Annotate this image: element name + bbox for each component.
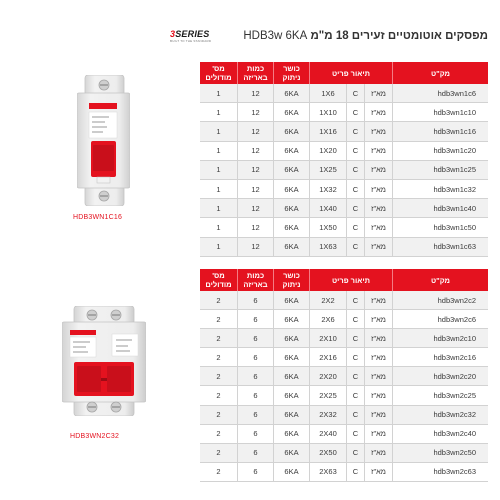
cell-capacity: 6KA — [274, 348, 310, 367]
double-pole-table — [200, 269, 488, 482]
cell-rating: 2X32 — [310, 406, 347, 425]
cell-capacity: 6KA — [274, 103, 310, 122]
cell-model: hdb3wn2c16 — [393, 348, 488, 367]
table-row — [200, 367, 488, 386]
table-row — [200, 84, 488, 103]
cell-type: מא"ז — [365, 161, 393, 180]
cell-box-qty: 12 — [238, 142, 274, 161]
cell-capacity: 6KA — [274, 218, 310, 237]
single-pole-table — [200, 62, 488, 257]
cell-curve: C — [347, 310, 365, 329]
header-description: תיאור פריט — [310, 269, 393, 291]
cell-type: מא"ז — [365, 463, 393, 482]
cell-capacity: 6KA — [274, 406, 310, 425]
table-row — [200, 161, 488, 180]
cell-type: מא"ז — [365, 386, 393, 405]
cell-model: hdb3wn1c50 — [393, 218, 488, 237]
double-pole-breaker-image — [62, 306, 146, 416]
table-row — [200, 142, 488, 161]
cell-capacity: 6KA — [274, 161, 310, 180]
cell-capacity: 6KA — [274, 238, 310, 257]
header-modules: מס' מודולים — [200, 62, 238, 84]
cell-type: מא"ז — [365, 238, 393, 257]
cell-capacity: 6KA — [274, 444, 310, 463]
cell-type: מא"ז — [365, 367, 393, 386]
cell-curve: C — [347, 142, 365, 161]
cell-curve: C — [347, 103, 365, 122]
cell-model: hdb3wn1c25 — [393, 161, 488, 180]
cell-rating: 2X10 — [310, 329, 347, 348]
cell-rating: 2X2 — [310, 291, 347, 310]
cell-capacity: 6KA — [274, 386, 310, 405]
cell-curve: C — [347, 238, 365, 257]
cell-model: hdb3wn1c6 — [393, 84, 488, 103]
cell-modules: 2 — [200, 329, 238, 348]
cell-box-qty: 6 — [238, 463, 274, 482]
table-row — [200, 444, 488, 463]
cell-capacity: 6KA — [274, 199, 310, 218]
cell-type: מא"ז — [365, 199, 393, 218]
cell-model: hdb3wn1c16 — [393, 122, 488, 141]
cell-model: hdb3wn2c25 — [393, 386, 488, 405]
cell-modules: 2 — [200, 444, 238, 463]
table-row — [200, 180, 488, 199]
cell-modules: 2 — [200, 348, 238, 367]
cell-curve: C — [347, 367, 365, 386]
cell-type: מא"ז — [365, 291, 393, 310]
cell-rating: 2X63 — [310, 463, 347, 482]
cell-modules: 1 — [200, 103, 238, 122]
cell-modules: 2 — [200, 386, 238, 405]
cell-capacity: 6KA — [274, 291, 310, 310]
cell-curve: C — [347, 348, 365, 367]
cell-box-qty: 6 — [238, 406, 274, 425]
header-capacity: כושר ניתוק — [274, 269, 310, 291]
cell-box-qty: 12 — [238, 161, 274, 180]
cell-model: hdb3wn2c20 — [393, 367, 488, 386]
cell-model: hdb3wn1c32 — [393, 180, 488, 199]
cell-rating: 1X16 — [310, 122, 347, 141]
cell-rating: 1X10 — [310, 103, 347, 122]
cell-rating: 2X40 — [310, 425, 347, 444]
cell-model: hdb3wn2c50 — [393, 444, 488, 463]
cell-curve: C — [347, 218, 365, 237]
cell-modules: 1 — [200, 218, 238, 237]
cell-curve: C — [347, 291, 365, 310]
cell-modules: 2 — [200, 367, 238, 386]
cell-capacity: 6KA — [274, 329, 310, 348]
cell-curve: C — [347, 180, 365, 199]
cell-model: hdb3wn2c40 — [393, 425, 488, 444]
header-box-qty: כמות באריזה — [238, 62, 274, 84]
page-title — [243, 30, 488, 42]
header-box-qty: כמות באריזה — [238, 269, 274, 291]
table-row — [200, 310, 488, 329]
cell-capacity: 6KA — [274, 122, 310, 141]
cell-rating: 1X50 — [310, 218, 347, 237]
cell-curve: C — [347, 84, 365, 103]
cell-modules: 1 — [200, 199, 238, 218]
cell-modules: 1 — [200, 238, 238, 257]
header-model: מק"ט — [393, 62, 488, 84]
cell-rating: 2X25 — [310, 386, 347, 405]
cell-rating: 1X40 — [310, 199, 347, 218]
cell-box-qty: 6 — [238, 386, 274, 405]
cell-box-qty: 6 — [238, 425, 274, 444]
cell-type: מא"ז — [365, 142, 393, 161]
page-header — [170, 26, 488, 46]
header-model: מק"ט — [393, 269, 488, 291]
cell-type: מא"ז — [365, 444, 393, 463]
cell-capacity: 6KA — [274, 425, 310, 444]
cell-type: מא"ז — [365, 218, 393, 237]
cell-model: hdb3wn1c10 — [393, 103, 488, 122]
cell-box-qty: 6 — [238, 348, 274, 367]
cell-model: hdb3wn1c20 — [393, 142, 488, 161]
header-capacity: כושר ניתוק — [274, 62, 310, 84]
table-row — [200, 348, 488, 367]
product-caption-1: HDB3WN1C16 — [73, 214, 123, 221]
cell-curve: C — [347, 199, 365, 218]
cell-curve: C — [347, 329, 365, 348]
cell-modules: 2 — [200, 406, 238, 425]
cell-modules: 2 — [200, 291, 238, 310]
table-row — [200, 122, 488, 141]
cell-model: hdb3wn1c40 — [393, 199, 488, 218]
cell-box-qty: 6 — [238, 329, 274, 348]
cell-model: hdb3wn2c6 — [393, 310, 488, 329]
table-header-row — [200, 62, 488, 84]
cell-capacity: 6KA — [274, 142, 310, 161]
cell-rating: 1X25 — [310, 161, 347, 180]
cell-modules: 1 — [200, 161, 238, 180]
cell-modules: 1 — [200, 180, 238, 199]
table-row — [200, 406, 488, 425]
cell-rating: 2X20 — [310, 367, 347, 386]
table-row — [200, 463, 488, 482]
header-description: תיאור פריט — [310, 62, 393, 84]
cell-rating: 1X20 — [310, 142, 347, 161]
cell-box-qty: 6 — [238, 310, 274, 329]
table-row — [200, 386, 488, 405]
title-code: HDB3w 6KA — [243, 30, 308, 42]
table-row — [200, 218, 488, 237]
product-caption-2: HDB3WN2C32 — [70, 433, 120, 440]
cell-box-qty: 12 — [238, 218, 274, 237]
cell-model: hdb3wn1c63 — [393, 238, 488, 257]
cell-curve: C — [347, 406, 365, 425]
cell-capacity: 6KA — [274, 180, 310, 199]
cell-curve: C — [347, 161, 365, 180]
brand-name: 3SERIES — [170, 28, 210, 39]
cell-model: hdb3wn2c2 — [393, 291, 488, 310]
cell-type: מא"ז — [365, 180, 393, 199]
cell-model: hdb3wn2c32 — [393, 406, 488, 425]
cell-modules: 2 — [200, 310, 238, 329]
cell-curve: C — [347, 463, 365, 482]
cell-modules: 1 — [200, 122, 238, 141]
cell-rating: 1X32 — [310, 180, 347, 199]
title-text: מפסקים אוטומטיים זעירים 18 מ"מ — [310, 30, 488, 42]
cell-model: hdb3wn2c63 — [393, 463, 488, 482]
cell-curve: C — [347, 386, 365, 405]
cell-modules: 1 — [200, 84, 238, 103]
cell-box-qty: 12 — [238, 180, 274, 199]
cell-capacity: 6KA — [274, 463, 310, 482]
cell-type: מא"ז — [365, 122, 393, 141]
cell-type: מא"ז — [365, 329, 393, 348]
cell-box-qty: 6 — [238, 291, 274, 310]
cell-type: מא"ז — [365, 84, 393, 103]
cell-capacity: 6KA — [274, 367, 310, 386]
cell-rating: 2X16 — [310, 348, 347, 367]
cell-capacity: 6KA — [274, 310, 310, 329]
cell-capacity: 6KA — [274, 84, 310, 103]
cell-type: מא"ז — [365, 425, 393, 444]
cell-type: מא"ז — [365, 310, 393, 329]
cell-curve: C — [347, 425, 365, 444]
table-row — [200, 291, 488, 310]
table-row — [200, 329, 488, 348]
header-modules: מס' מודולים — [200, 269, 238, 291]
cell-rating: 2X50 — [310, 444, 347, 463]
table-row — [200, 425, 488, 444]
single-pole-breaker-image — [77, 75, 130, 206]
cell-box-qty: 6 — [238, 444, 274, 463]
cell-model: hdb3wn2c10 — [393, 329, 488, 348]
cell-type: מא"ז — [365, 103, 393, 122]
cell-curve: C — [347, 444, 365, 463]
table-row — [200, 238, 488, 257]
cell-rating: 2X6 — [310, 310, 347, 329]
cell-type: מא"ז — [365, 406, 393, 425]
cell-box-qty: 6 — [238, 367, 274, 386]
brand-tagline: BUILT TO THE STANDARD — [170, 38, 212, 43]
cell-type: מא"ז — [365, 348, 393, 367]
cell-rating: 1X63 — [310, 238, 347, 257]
cell-curve: C — [347, 122, 365, 141]
cell-box-qty: 12 — [238, 103, 274, 122]
cell-modules: 2 — [200, 425, 238, 444]
table-header-row — [200, 269, 488, 291]
brand-logo — [170, 30, 211, 43]
cell-box-qty: 12 — [238, 199, 274, 218]
cell-modules: 2 — [200, 463, 238, 482]
cell-rating: 1X6 — [310, 84, 347, 103]
cell-box-qty: 12 — [238, 84, 274, 103]
table-row — [200, 103, 488, 122]
table-row — [200, 199, 488, 218]
cell-modules: 1 — [200, 142, 238, 161]
cell-box-qty: 12 — [238, 238, 274, 257]
cell-box-qty: 12 — [238, 122, 274, 141]
